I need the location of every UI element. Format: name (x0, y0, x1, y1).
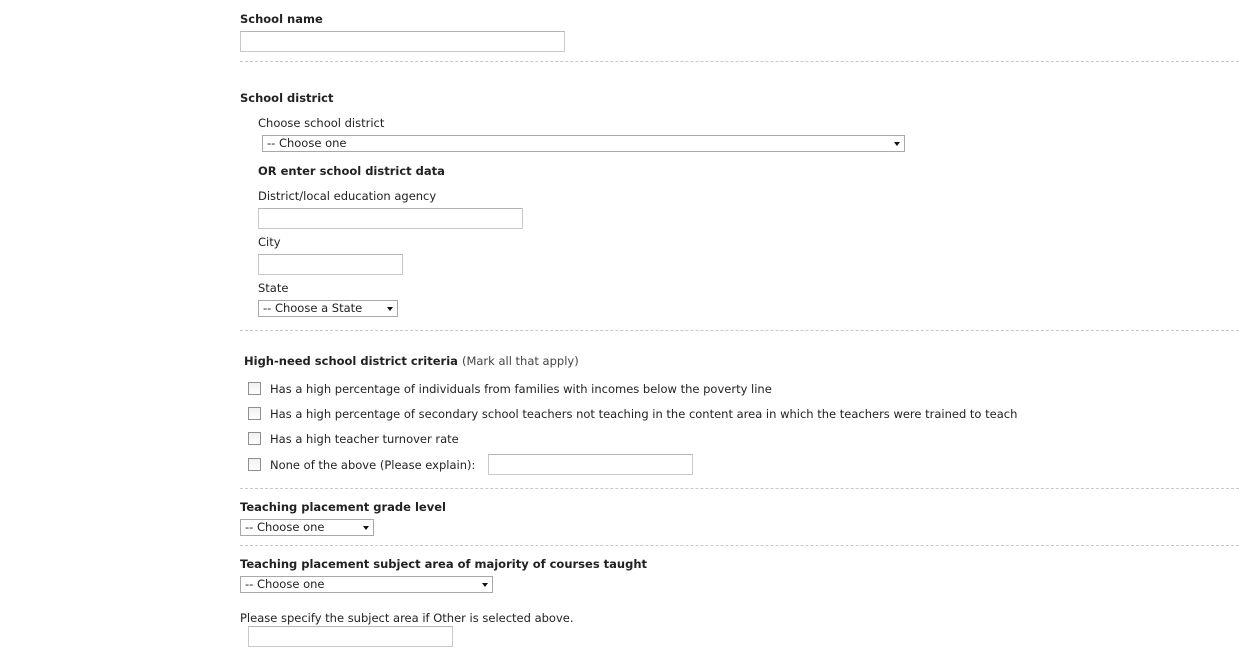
subject-area-label: Teaching placement subject area of majority of courses taught (240, 557, 648, 571)
high-need-heading (244, 354, 579, 368)
school-district-select-value: -- Choose one (267, 136, 347, 150)
out-of-field-teachers-checkbox[interactable] (248, 407, 261, 420)
grade-level-select[interactable] (240, 519, 374, 536)
subject-area-select[interactable] (240, 576, 493, 593)
section-divider (240, 488, 1239, 489)
state-select[interactable] (258, 300, 398, 317)
state-label: State (258, 281, 289, 295)
high-need-heading-text: High-need school district criteria (244, 354, 458, 368)
chevron-down-icon (482, 583, 488, 587)
chevron-down-icon (894, 142, 900, 146)
none-of-the-above-checkbox[interactable] (248, 458, 261, 471)
subject-area-select-value: -- Choose one (245, 577, 325, 591)
school-district-select[interactable] (262, 135, 905, 152)
out-of-field-teachers-label: Has a high percentage of secondary school teachers not teaching in the content area in which the teachers were trained to teach (270, 407, 1018, 421)
section-divider (240, 330, 1239, 331)
high-need-hint: (Mark all that apply) (461, 354, 579, 368)
grade-level-select-value: -- Choose one (245, 520, 325, 534)
city-label: City (258, 235, 281, 249)
school-name-label: School name (240, 12, 323, 26)
school-district-heading: School district (240, 91, 334, 105)
section-divider (240, 545, 1239, 546)
teacher-turnover-checkbox[interactable] (248, 432, 261, 445)
teacher-turnover-label: Has a high teacher turnover rate (270, 432, 459, 446)
none-of-the-above-label: None of the above (Please explain): (270, 458, 476, 472)
grade-level-label: Teaching placement grade level (240, 500, 446, 514)
subject-other-label: Please specify the subject area if Other is selected above. (240, 611, 574, 625)
school-name-input[interactable] (240, 31, 565, 52)
poverty-line-label: Has a high percentage of individuals from families with incomes below the poverty line (270, 382, 772, 396)
district-agency-input[interactable] (258, 208, 523, 229)
state-select-value: -- Choose a State (263, 301, 363, 315)
none-explain-input[interactable] (488, 454, 693, 475)
chevron-down-icon (363, 526, 369, 530)
city-input[interactable] (258, 254, 403, 275)
or-enter-district-heading: OR enter school district data (258, 164, 445, 178)
subject-other-input[interactable] (248, 626, 453, 647)
choose-school-district-label: Choose school district (258, 116, 385, 130)
section-divider (240, 61, 1239, 62)
poverty-line-checkbox[interactable] (248, 382, 261, 395)
district-agency-label: District/local education agency (258, 189, 437, 203)
chevron-down-icon (387, 307, 393, 311)
